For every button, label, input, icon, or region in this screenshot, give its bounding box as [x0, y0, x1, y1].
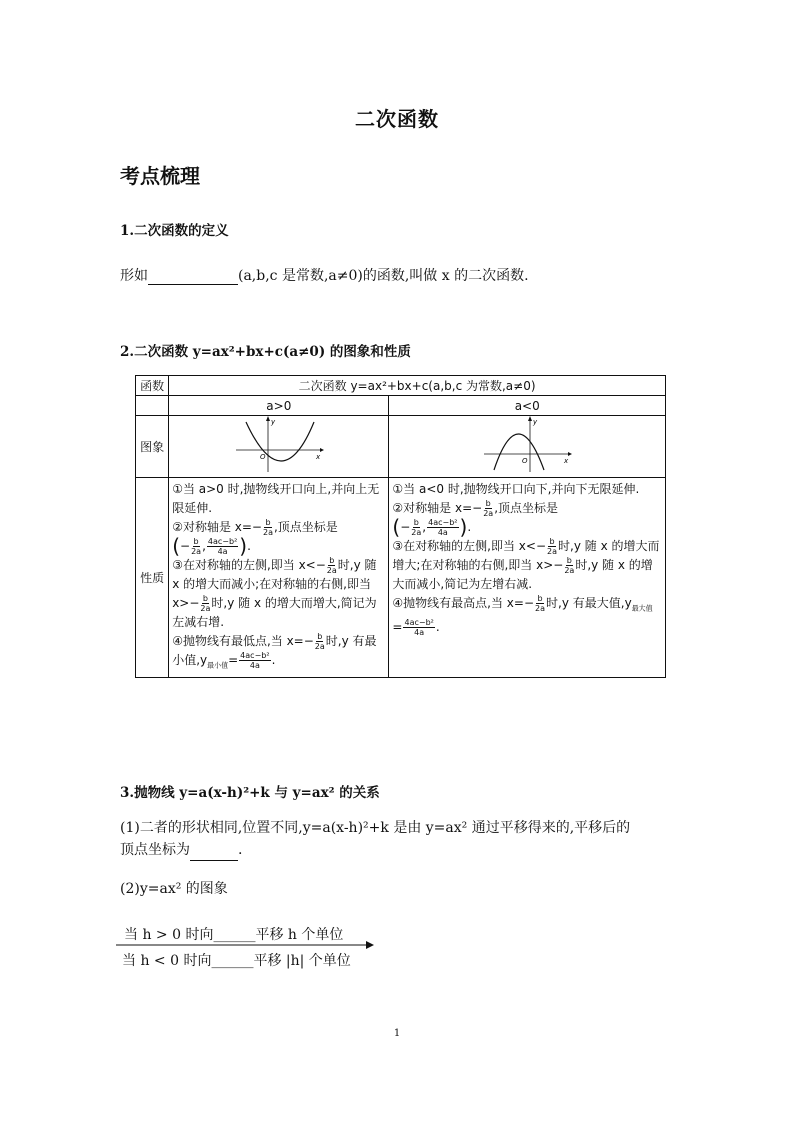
property-3: ③在对称轴的左侧,即当 x<− $\frac{b}{2a}$ 时,y 随 x 的增大而增大;在对称轴的右侧,即当 x>− $\frac{b}{2a}$ 时,y 随 x 的增大而减小,简记为左增右减. [392, 537, 660, 591]
definition-prefix: 形如 [120, 268, 148, 284]
definition-suffix: (a,b,c 是常数,a≠0)的函数,叫做 x 的二次函数. [238, 268, 529, 284]
parabola-curve [494, 434, 544, 470]
section3-title: 3.抛物线 y=a(x-h)²+k 与 y=ax² 的关系 [120, 785, 380, 801]
section2-title: 2.二次函数 y=ax²+bx+c(a≠0) 的图象和性质 [120, 344, 411, 360]
translation-arrow [116, 940, 374, 950]
y-label: y [270, 418, 275, 426]
vertex-formula: (− $\frac{b}{2a}$ , $\frac{\text{4ac−b²}}{4a}$ ). [172, 534, 251, 558]
header-a-negative: a<0 [389, 396, 666, 416]
origin-label: O [522, 457, 528, 465]
page-title: 二次函数 [355, 107, 439, 131]
section-heading: 考点梳理 [120, 164, 200, 188]
properties-table [135, 375, 666, 678]
property-2: ②对称轴是 x=− $\frac{b}{2a}$ ,顶点坐标是 [172, 518, 338, 537]
section3-paragraph1 [120, 817, 680, 861]
section3-paragraph2: (2)y=ax² 的图象 [120, 881, 228, 897]
vertex-blank[interactable] [190, 846, 238, 861]
upward-parabola-graph [234, 416, 324, 474]
section1-title: 1.二次函数的定义 [120, 223, 229, 239]
property-1: ①当 a>0 时,抛物线开口向上,并向上无限延伸. [172, 482, 380, 515]
x-label: x [315, 453, 320, 461]
origin-label: O [259, 453, 266, 461]
property-4: ④抛物线有最高点,当 x=− $\frac{b}{2a}$ 时,y 有最大值$,y_{最大值}=$ $\frac{\text{4ac−b²}}{4a}$ . [392, 594, 653, 638]
translation-left: 当 h < 0 时向______平移 |h| 个单位 [122, 953, 351, 969]
property-1: ①当 a<0 时,抛物线开口向下,并向下无限延伸. [392, 482, 640, 496]
vertex-formula: (− $\frac{b}{2a}$ , $\frac{\text{4ac−b²}}{4a}$ ). [392, 515, 472, 539]
property-4: ④抛物线有最低点,当 x=− $\frac{b}{2a}$ 时,y 有最小值$,y_{最小值}=$ $\frac{\text{4ac−b²}}{4a}$ . [172, 632, 377, 670]
empty-cell [136, 396, 169, 416]
downward-parabola-graph [482, 416, 572, 474]
graph-upward [169, 416, 389, 478]
property-2: ②对称轴是 x=− $\frac{b}{2a}$ ,顶点坐标是 [392, 499, 559, 518]
properties-a-positive [169, 478, 389, 678]
fill-blank[interactable] [148, 270, 238, 285]
row-label-properties: 性质 [136, 478, 169, 678]
parabola-curve [246, 422, 314, 461]
page-number: 1 [393, 1028, 401, 1039]
graph-downward [389, 416, 666, 478]
property-3: ③在对称轴的左侧,即当 x<− $\frac{b}{2a}$ 时,y 随 x 的增大而减小;在对称轴的右侧,即当 x>− $\frac{b}{2a}$ 时,y 随 x 的增大而增大,简记为左减右增. [172, 556, 377, 629]
header-cell-function: 函数 [136, 376, 169, 396]
section1-text [120, 265, 529, 285]
header-a-positive: a>0 [169, 396, 389, 416]
paragraph-line: (1)二者的形状相同,位置不同,y=a(x-h)²+k 是由 y=ax² 通过平移得来的,平移后的 [120, 820, 631, 836]
x-label: x [564, 457, 569, 465]
paragraph-line-2: 顶点坐标为 . [120, 839, 680, 861]
x-axis-arrow [320, 448, 324, 452]
y-label: y [533, 418, 538, 426]
row-label-graph: 图象 [136, 416, 169, 478]
translation-right: 当 h > 0 时向______平移 h 个单位 [124, 927, 344, 943]
x-axis-arrow [568, 452, 572, 456]
header-cell-formula: 二次函数 y=ax²+bx+c(a,b,c 为常数,a≠0) [169, 376, 666, 396]
y-axis-arrow [528, 416, 532, 421]
y-axis-arrow [266, 416, 270, 421]
properties-a-negative [389, 478, 666, 678]
